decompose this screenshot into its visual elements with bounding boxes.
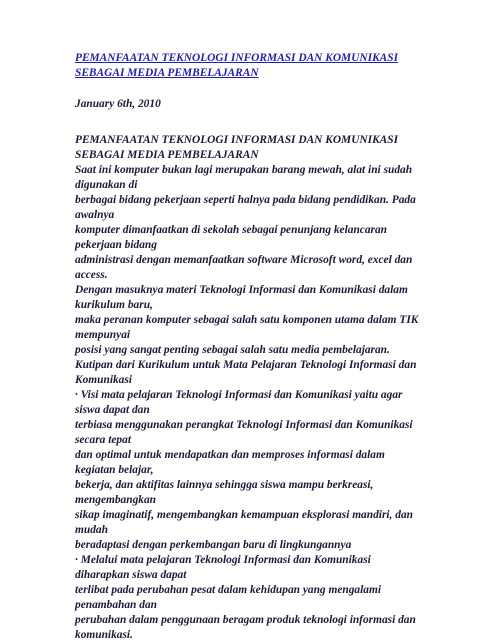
title-link-line-2: SEBAGAI MEDIA PEMBELAJARAN <box>75 67 259 79</box>
body-line: · Melalui mata pelajaran Teknologi Informasi dan Komunikasi <box>75 554 371 566</box>
body-line: dan optimal untuk mendapatkan dan memproses informasi dalam <box>75 449 385 461</box>
body-line: mudah <box>75 524 108 536</box>
body-line: perubahan dalam penggunaan beragam produk teknologi informasi dan <box>75 614 416 626</box>
body-line: Kutipan dari Kurikulum untuk Mata Pelajaran Teknologi Informasi dan <box>75 359 417 371</box>
body-line: Komunikasi <box>75 374 132 386</box>
article-body <box>75 163 425 643</box>
body-line: pekerjaan bidang <box>75 239 157 251</box>
body-line: posisi yang sangat penting sebagai salah satu media pembelajaran. <box>75 344 390 356</box>
body-line: siswa dapat dan <box>75 404 150 416</box>
body-line: berbagai bidang pekerjaan seperti halnya pada bidang pendidikan. Pada <box>75 194 416 206</box>
body-line: diharapkan siswa dapat <box>75 569 187 581</box>
body-line: · Visi mata pelajaran Teknologi Informasi dan Komunikasi yaitu agar <box>75 389 403 401</box>
body-line: Dengan masuknya materi Teknologi Informasi dan Komunikasi dalam <box>75 284 408 296</box>
document-content <box>75 51 425 643</box>
heading-line-1: PEMANFAATAN TEKNOLOGI INFORMASI DAN KOMUNIKASI <box>75 134 399 146</box>
body-line: digunakan di <box>75 179 138 191</box>
body-line: administrasi dengan memanfaatkan software Microsoft word, excel dan <box>75 254 413 266</box>
body-line: sikap imaginatif, mengembangkan kemampuan eksplorasi mandiri, dan <box>75 509 413 521</box>
post-date: January 6th, 2010 <box>75 98 161 110</box>
body-line: terlibat pada perubahan pesat dalam kehidupan yang mengalami <box>75 584 381 596</box>
body-line: Saat ini komputer bukan lagi merupakan barang mewah, alat ini sudah <box>75 164 413 176</box>
body-line: access. <box>75 269 108 281</box>
article-heading <box>75 133 425 163</box>
body-line: kegiatan belajar, <box>75 464 154 476</box>
body-line: bekerja, dan aktifitas lainnya sehingga siswa mampu berkreasi, <box>75 479 374 491</box>
heading-line-2: SEBAGAI MEDIA PEMBELAJARAN <box>75 149 259 161</box>
body-line: mengembangkan <box>75 494 157 506</box>
body-line: komputer dimanfaatkan di sekolah sebagai penunjang kelancaran <box>75 224 388 236</box>
article-title-link[interactable] <box>75 51 425 81</box>
body-line: mempunyai <box>75 329 131 341</box>
body-line: awalnya <box>75 209 115 221</box>
body-line: maka peranan komputer sebagai salah satu komponen utama dalam TIK <box>75 314 419 326</box>
body-line: beradaptasi dengan perkembangan baru di lingkungannya <box>75 539 352 551</box>
body-line: penambahan dan <box>75 599 157 611</box>
title-link-line-1: PEMANFAATAN TEKNOLOGI INFORMASI DAN KOMUNIKASI <box>75 52 399 64</box>
body-line: kurikulum baru, <box>75 299 153 311</box>
body-line: terbiasa menggunakan perangkat Teknologi Informasi dan Komunikasi <box>75 419 413 431</box>
body-line: komunikasi. <box>75 629 133 641</box>
body-line: secara tepat <box>75 434 131 446</box>
